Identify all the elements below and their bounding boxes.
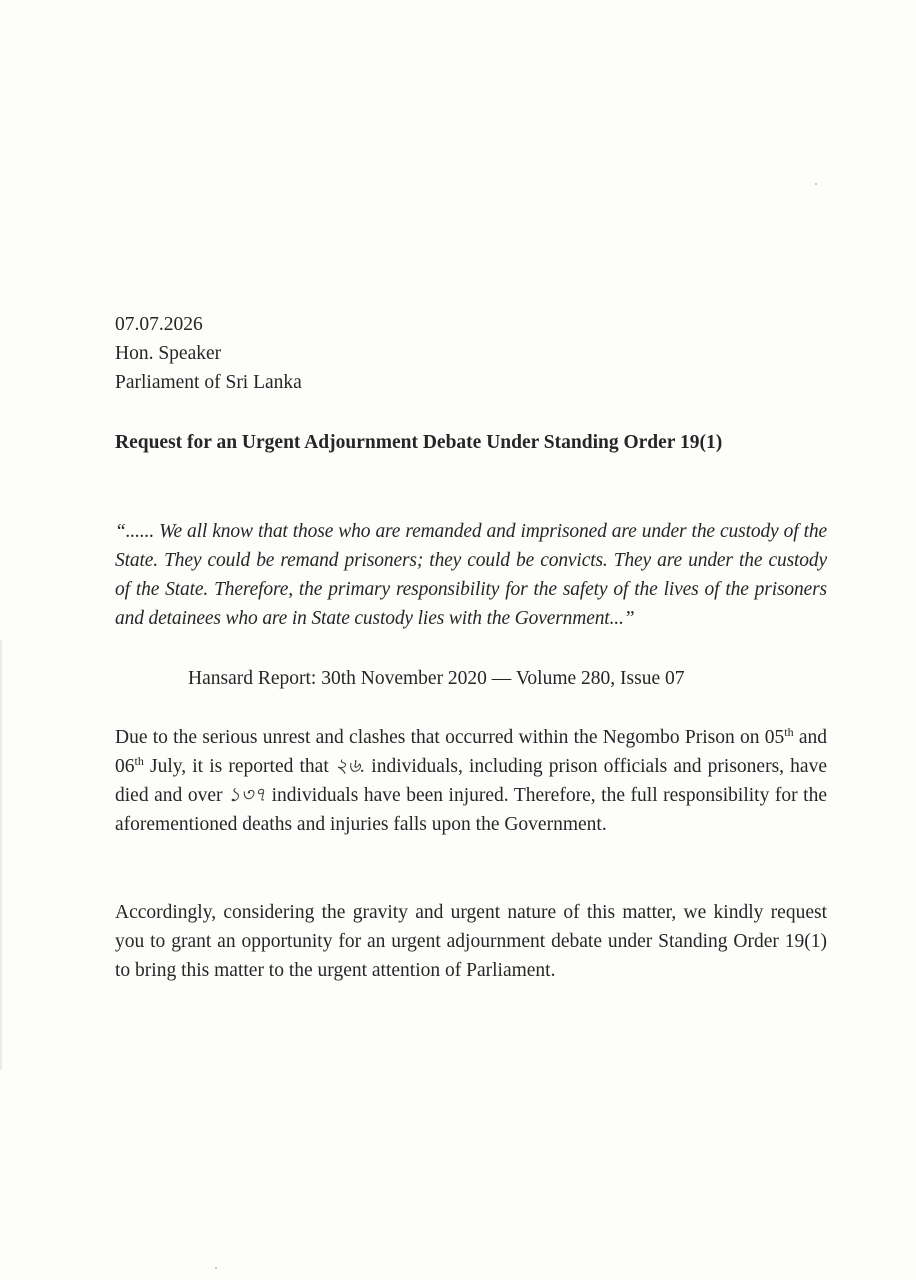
handwritten-death-count: ২৬. — [334, 756, 366, 777]
hansard-quote: “...... We all know that those who are remanded and imprisoned are under the custody of the State. They could be remand prisoners; they could be convicts. They are under the custody of the State. Therefore, the primary responsibility for the safety of the lives of the prisoners and detainees who are in State custody lies with the Government...” — [115, 521, 827, 629]
recipient-org: Parliament of Sri Lanka — [115, 372, 302, 393]
letter-date: 07.07.2026 — [115, 314, 203, 335]
para1-text: and 06 — [115, 727, 828, 777]
body-paragraph-1 — [115, 723, 827, 839]
handwritten-injured-count: ১৩৭ — [228, 785, 267, 806]
para1-text: individuals have been injured. Therefore, the full responsibility for the aforementioned deaths and injuries falls upon the Government. — [115, 785, 827, 835]
para1-text: individuals, including prison officials and prisoners, have died and over — [115, 756, 827, 806]
para1-text: Due to the serious unrest and clashes that occurred within the Negombo Prison on 05 — [115, 727, 785, 748]
ordinal-suffix: th — [784, 725, 794, 739]
body-paragraph-2: Accordingly, considering the gravity and urgent nature of this matter, we kindly request you to grant an opportunity for an urgent adjournment debate under Standing Order 19(1) to bring this matter to the urgent attention of Parliament. — [115, 902, 827, 981]
quote-citation: Hansard Report: 30th November 2020 — Volume 280, Issue 07 — [188, 668, 685, 689]
ordinal-suffix: th — [134, 754, 144, 768]
subject-heading: Request for an Urgent Adjournment Debate Under Standing Order 19(1) — [115, 432, 723, 453]
scan-edge-shadow — [0, 640, 3, 1070]
scan-speck — [815, 183, 817, 185]
scan-speck — [215, 1267, 217, 1269]
address-block — [115, 310, 827, 397]
para1-text: July, it is reported that — [143, 756, 335, 777]
recipient-title: Hon. Speaker — [115, 343, 222, 364]
